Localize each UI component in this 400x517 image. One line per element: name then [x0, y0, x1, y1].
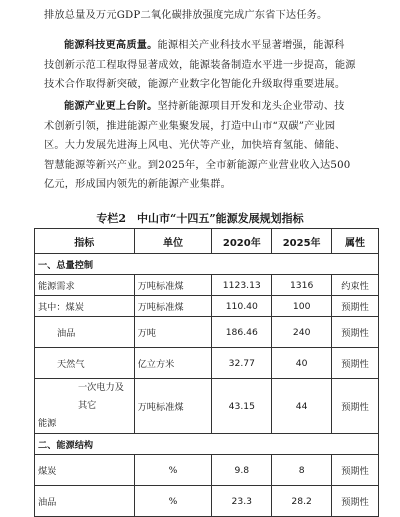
value-2020-cell: 9.8	[212, 455, 272, 486]
section-label: 二、能源结构	[35, 434, 379, 455]
text-line: 排放总量及万元GDP二氧化碳排放强度完成广东省下达任务。	[44, 10, 328, 21]
unit-cell: %	[134, 455, 212, 486]
indicator-cell	[35, 379, 135, 434]
value-2025-cell: 100	[272, 296, 332, 317]
table-row	[35, 296, 379, 317]
value-2025-cell: 1316	[272, 275, 332, 296]
indicator-cell: 油品	[35, 317, 135, 348]
attribute-cell: 预期性	[332, 379, 379, 434]
table-caption: 专栏2 中山市“十四五”能源发展规划指标	[96, 212, 304, 225]
attribute-cell: 预期性	[332, 486, 379, 517]
paragraph-intro	[44, 6, 374, 26]
text-line: 智慧能源等新兴产业。到2025年，全市新能源产业营业收入达500	[44, 159, 351, 171]
energy-indicator-table	[34, 228, 379, 517]
table-section-row	[35, 254, 379, 275]
value-2020-cell: 23.3	[212, 486, 272, 517]
unit-cell: 亿立方米	[134, 348, 212, 379]
value-2025-cell: 40	[272, 348, 332, 379]
table-row	[35, 379, 379, 434]
column-header: 2020年	[212, 229, 272, 254]
indicator-line: 能源	[38, 418, 57, 429]
attribute-cell: 预期性	[332, 317, 379, 348]
paragraph-energy-tech	[44, 36, 374, 95]
paragraph-heading: 能源产业更上台阶。	[64, 100, 158, 112]
value-2020-cell: 32.77	[212, 348, 272, 379]
text-line: 坚持新能源项目开发和龙头企业带动、技	[157, 101, 345, 112]
column-header: 属性	[332, 229, 379, 254]
unit-cell: 万吨标准煤	[134, 379, 212, 434]
value-2020-cell: 43.15	[212, 379, 272, 434]
unit-cell: %	[134, 486, 212, 517]
value-2020-cell: 110.40	[212, 296, 272, 317]
column-header: 2025年	[272, 229, 332, 254]
table-section-row	[35, 434, 379, 455]
text-line: 技术合作取得新突破，能源产业数字化智能化升级取得重要进展。	[44, 79, 346, 90]
table-header-row	[35, 229, 379, 254]
attribute-cell: 约束性	[332, 275, 379, 296]
column-header: 单位	[134, 229, 212, 254]
indicator-cell: 能源需求	[35, 275, 135, 296]
table-row	[35, 275, 379, 296]
unit-cell: 万吨	[134, 317, 212, 348]
unit-cell: 万吨标准煤	[134, 275, 212, 296]
attribute-cell: 预期性	[332, 348, 379, 379]
attribute-cell: 预期性	[332, 455, 379, 486]
attribute-cell: 预期性	[332, 296, 379, 317]
column-header: 指标	[35, 229, 135, 254]
text-line: 区。大力发展先进海上风电、光伏等产业，加快培育氢能、储能、	[44, 140, 346, 151]
table-row	[35, 348, 379, 379]
value-2025-cell: 8	[272, 455, 332, 486]
table-row	[35, 317, 379, 348]
text-line: 亿元，形成国内领先的新能源产业集群。	[44, 179, 231, 190]
value-2025-cell: 44	[272, 379, 332, 434]
indicator-cell: 油品	[35, 486, 135, 517]
text-line: 技创新示范工程取得显著成效，能源装备制造水平进一步提高，能源	[44, 59, 356, 71]
text-line: 能源相关产业科技水平显著增强，能源科	[157, 40, 345, 51]
text-line: 术创新引领，推进能源产业集聚发展，打造中山市“双碳”产业园	[44, 120, 336, 132]
indicator-cell: 煤炭	[35, 455, 135, 486]
table-row	[35, 455, 379, 486]
indicator-line: 一次电力及其它	[78, 382, 124, 411]
indicator-cell: 天然气	[35, 348, 135, 379]
paragraph-energy-industry	[44, 97, 374, 195]
table-row	[35, 486, 379, 517]
indicator-cell: 其中：煤炭	[35, 296, 135, 317]
value-2025-cell: 28.2	[272, 486, 332, 517]
unit-cell: 万吨标准煤	[134, 296, 212, 317]
section-label: 一、总量控制	[35, 254, 379, 275]
paragraph-heading: 能源科技更高质量。	[64, 39, 158, 51]
value-2025-cell: 240	[272, 317, 332, 348]
value-2020-cell: 186.46	[212, 317, 272, 348]
value-2020-cell: 1123.13	[212, 275, 272, 296]
